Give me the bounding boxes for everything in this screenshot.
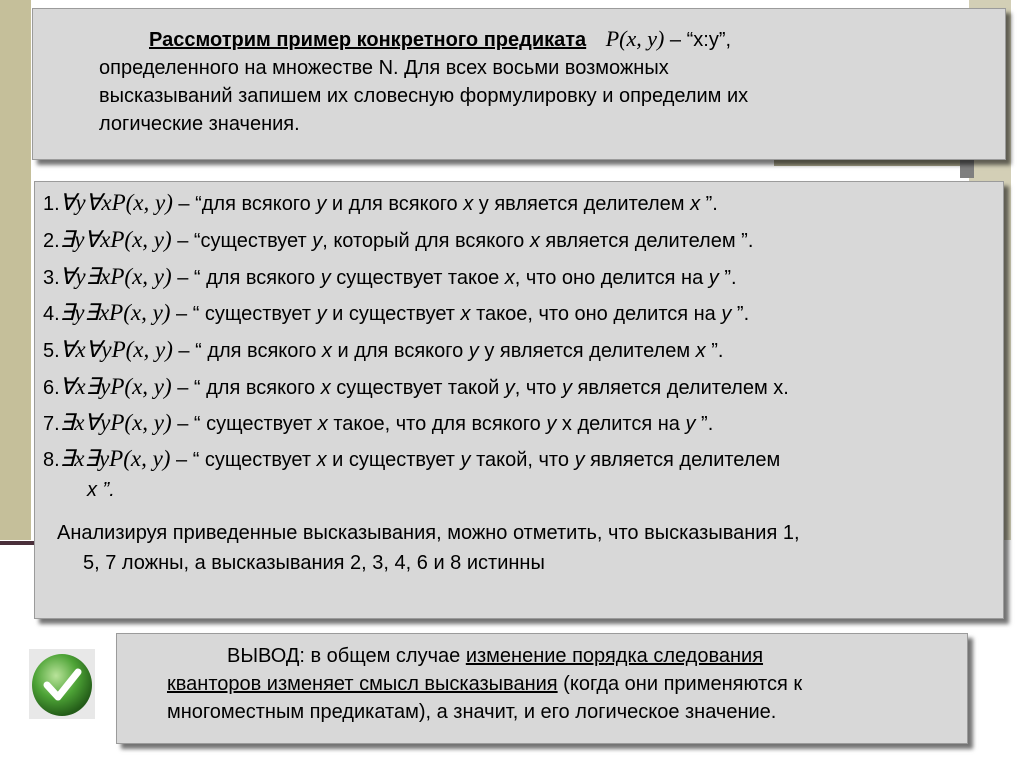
item-text: y является делителем: [478, 340, 696, 362]
item-formula: ∀x∃yP(x, y): [59, 374, 172, 399]
conclusion-line-3: многоместным предикатам), а значит, и его логическое значение.: [167, 701, 777, 723]
item-text: и существует: [326, 449, 461, 471]
item-text: x делится на: [556, 413, 686, 435]
item-text: ”.: [718, 267, 737, 289]
item-number: 7.: [43, 413, 60, 435]
statement-item: [43, 446, 780, 472]
conclusion-text: [117, 642, 967, 726]
analysis-line-1: Анализируя приведенные высказывания, можно отметить, что высказывания 1,: [57, 522, 800, 544]
item-text: – “ для всякого: [171, 267, 321, 289]
item-text: y является делителем: [473, 193, 691, 215]
item-number: 6.: [43, 377, 60, 399]
item-text: x ”.: [87, 479, 115, 501]
item-var: x: [321, 340, 332, 362]
item-var: y: [721, 303, 732, 325]
item-formula: ∃x∀yP(x, y): [59, 410, 172, 435]
item-text: такой, что: [470, 449, 575, 471]
item-text: ”.: [741, 230, 754, 252]
item-var: y: [316, 193, 327, 215]
item-text: , что оно делится на: [514, 267, 709, 289]
statement-item: [43, 190, 718, 216]
item-var: y: [685, 413, 696, 435]
statement-item-continuation: [87, 479, 115, 502]
item-var: x: [316, 449, 327, 471]
statement-item: [43, 337, 723, 363]
conclusion-prefix: ВЫВОД: в общем случае: [227, 645, 466, 667]
item-formula: ∀x∀yP(x, y): [59, 337, 173, 362]
analysis-line-2: 5, 7 ложны, а высказывания 2, 3, 4, 6 и 8 истинны: [83, 552, 545, 574]
item-number: 5.: [43, 340, 60, 362]
intro-text: [51, 25, 991, 138]
item-text: является делителем: [539, 230, 742, 252]
item-text: ”.: [731, 303, 750, 325]
decor-right-strip: [1011, 0, 1024, 540]
item-var: x: [529, 230, 540, 252]
statement-item: [43, 227, 753, 253]
item-formula: ∀y∃xP(x, y): [59, 264, 172, 289]
statement-item: [43, 374, 789, 400]
item-text: , который для всякого: [322, 230, 530, 252]
item-var: y: [574, 449, 585, 471]
item-text: – “ существует: [170, 449, 317, 471]
conclusion-line-1: [117, 642, 967, 670]
intro-heading-tail: – “x:y”,: [664, 29, 732, 51]
item-var: y: [316, 303, 327, 325]
decor-left-strip: [0, 0, 31, 540]
item-formula: ∃y∃xP(x, y): [59, 300, 171, 325]
item-text: ”.: [705, 340, 724, 362]
item-text: и для всякого: [326, 193, 464, 215]
conclusion-underlined-2: кванторов изменяет смысл высказывания: [167, 673, 558, 695]
decor-mid-bar: [960, 160, 974, 178]
item-var: x: [695, 340, 706, 362]
statements-box: [34, 181, 1004, 619]
item-text: существует такой: [330, 377, 505, 399]
item-formula: ∃x∃yP(x, y): [59, 446, 171, 471]
item-formula: ∃y∀xP(x, y): [59, 227, 172, 252]
item-text: и существует: [326, 303, 461, 325]
item-text: – “для всякого: [172, 193, 317, 215]
intro-line-2: определенного на множестве N. Для всех восьми возможных: [99, 57, 669, 79]
item-var: y: [504, 377, 515, 399]
item-var: y: [546, 413, 557, 435]
intro-line-4: логические значения.: [99, 113, 300, 135]
item-number: 2.: [43, 230, 60, 252]
item-text: – “ для всякого: [172, 340, 322, 362]
item-var: y: [708, 267, 719, 289]
item-text: такое, что для всякого: [327, 413, 547, 435]
statement-item: [43, 410, 713, 436]
item-var: y: [468, 340, 479, 362]
item-number: 3.: [43, 267, 60, 289]
checkmark-icon: [28, 648, 96, 720]
item-text: ”.: [695, 413, 714, 435]
intro-box: [32, 8, 1006, 160]
item-var: x: [504, 267, 515, 289]
conclusion-underlined-1: изменение порядка следования: [465, 645, 764, 667]
item-text: такое, что оно делится на: [470, 303, 722, 325]
item-number: 4.: [43, 303, 60, 325]
conclusion-rest-2: (когда они применяются к: [557, 673, 803, 695]
predicate-formula: P(x, y): [605, 26, 665, 51]
item-var: x: [320, 377, 331, 399]
item-text: – “ существует: [170, 303, 317, 325]
statement-item: [43, 300, 749, 326]
item-number: 1.: [43, 193, 60, 215]
item-text: , что: [514, 377, 562, 399]
item-var: x: [317, 413, 328, 435]
item-text: – “ существует: [171, 413, 318, 435]
analysis-text: [57, 518, 997, 578]
intro-line-3: высказываний запишем их словесную формулировку и определим их: [99, 85, 749, 107]
item-var: x: [463, 193, 474, 215]
conclusion-box: [116, 633, 968, 744]
item-text: является делителем x.: [571, 377, 789, 399]
item-text: ”.: [700, 193, 718, 215]
item-text: – “ для всякого: [171, 377, 321, 399]
item-var: y: [320, 267, 331, 289]
item-text: – “существует: [171, 230, 313, 252]
intro-heading: Рассмотрим пример конкретного предиката: [149, 29, 587, 51]
item-var: x: [460, 303, 471, 325]
item-var: x: [690, 193, 701, 215]
item-formula: ∀y∀xP(x, y): [59, 190, 173, 215]
item-var: y: [460, 449, 471, 471]
item-text: является делителем: [584, 449, 781, 471]
item-text: существует такое: [330, 267, 505, 289]
conclusion-line-2: [117, 670, 967, 698]
item-number: 8.: [43, 449, 60, 471]
item-text: и для всякого: [331, 340, 469, 362]
item-var: y: [312, 230, 323, 252]
item-var: y: [561, 377, 572, 399]
statement-item: [43, 264, 737, 290]
